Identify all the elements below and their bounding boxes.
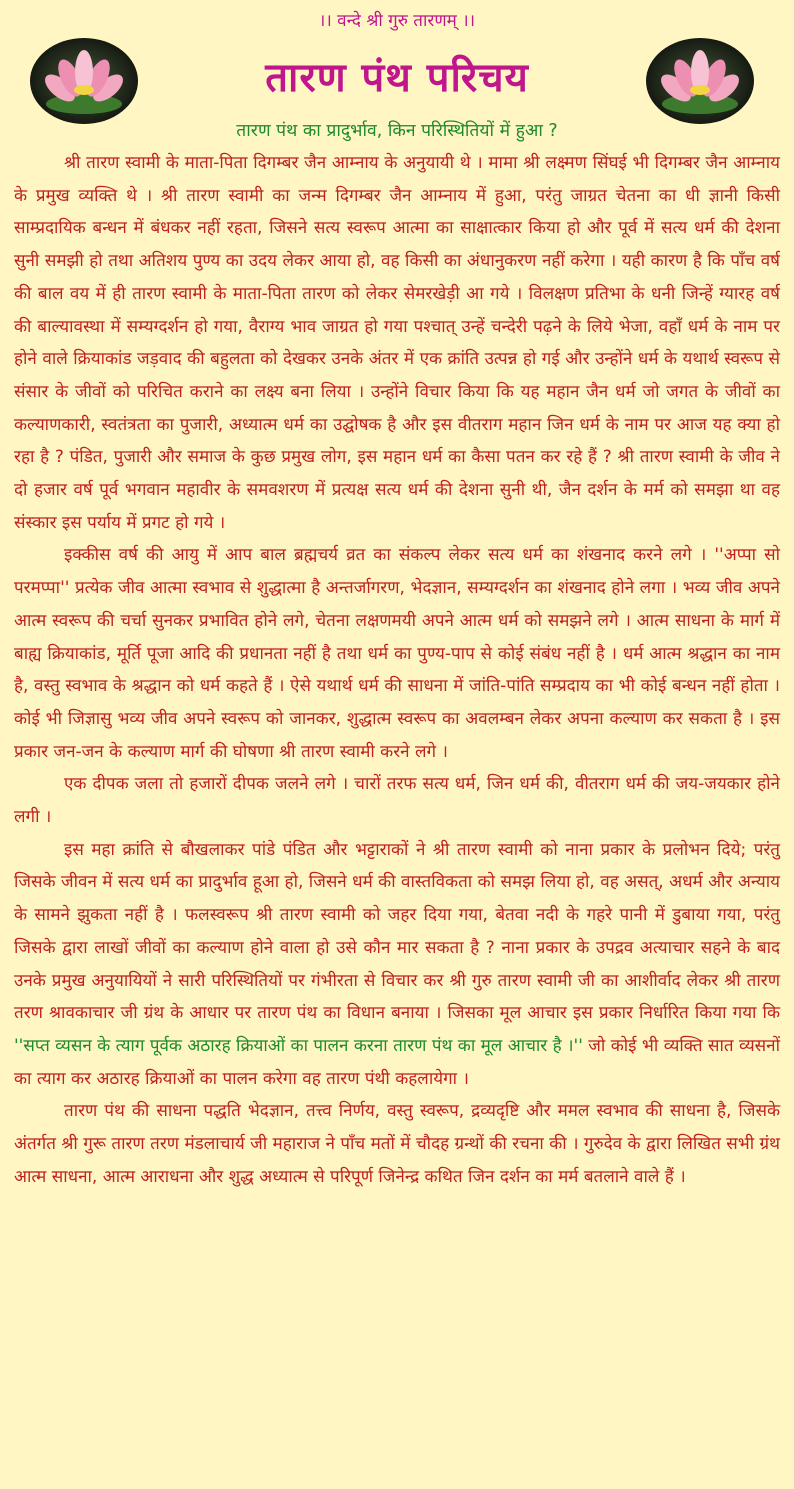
section-subtitle: तारण पंथ का प्रादुर्भाव, किन परिस्थितियों में हुआ ?: [236, 121, 558, 141]
quote-appa-so-parmappa: ''अप्पा सो परमप्पा'': [14, 545, 780, 599]
paragraph-2: [14, 539, 780, 768]
quote-mool-aachar: ''सप्त व्यसन के त्याग पूर्वक अठारह क्रियाओं का पालन करना तारण पंथ का मूल आचार है ।'': [14, 1035, 583, 1056]
paragraph-2-text-before: इक्कीस वर्ष की आयु में आप बाल ब्रह्मचर्य व्रत का संकल्प लेकर सत्य धर्म का शंखनाद करने लगे ।: [64, 545, 715, 566]
invocation-line: ।। वन्दे श्री गुरु तारणम् ।।: [318, 11, 476, 31]
paragraph-3: एक दीपक जला तो हजारों दीपक जलने लगे । चारों तरफ सत्य धर्म, जिन धर्म की, वीतराग धर्म की जय-जयकार होने लगी ।: [14, 774, 780, 828]
paragraph-4: [14, 834, 780, 1096]
paragraph-1: श्री तारण स्वामी के माता-पिता दिगम्बर जैन आम्नाय के अनुयायी थे । मामा श्री लक्ष्मण सिंघई भी दिगम्बर जैन आम्नाय के प्रमुख व्यक्ति थे । श्री तारण स्वामी का जन्म दिगम्बर जैन आम्नाय में हुआ, परंतु जाग्रत चेतना का धी ज्ञानी किसी साम्प्रदायिक बन्धन में बंधकर नहीं रहता, जिसने सत्य स्वरूप आत्मा का साक्षात्कार किया हो और पूर्व में सत्य धर्म की देशना सुनी समझी हो तथा अतिशय पुण्य का उदय लेकर आया हो, वह किसी का अंधानुकरण नहीं करेगा । यही कारण है कि पाँच वर्ष की बाल वय में ही तारण स्वामी के माता-पिता तारण को लेकर सेमरखेड़ी आ गये । विलक्षण प्रतिभा के धनी जिन्हें ग्यारह वर्ष की बाल्यावस्था में सम्यग्दर्शन हो गया, वैराग्य भाव जाग्रत हो गया पश्चात् उन्हें चन्देरी पढ़ने के लिये भेजा, वहाँ धर्म के नाम पर होने वाले क्रियाकांड जड़वाद की बहुलता को देखकर उनके अंतर में एक क्रांति उत्पन्न हो गई और उन्होंने धर्म के यथार्थ स्वरूप से संसार के जीवों को परिचित कराने का लक्ष्य बना लिया । उन्होंने विचार किया कि यह महान जैन धर्म जो जगत के जीवों का कल्याणकारी, स्वतंत्रता का पुजारी, अध्यात्म धर्म का उद्घोषक है और इस वीतराग महान जिन धर्म के नाम पर आज यह क्या हो रहा है ? पंडित, पुजारी और समाज के कुछ प्रमुख लोग, इस महान धर्म का कैसा पतन कर रहे हैं ? श्री तारण स्वामी के जीव ने दो हजार वर्ष पूर्व भगवान महावीर के समवशरण में प्रत्यक्ष सत्य धर्म की देशना सुनी थी, जैन दर्शन के मर्म को समझा था वह संस्कार इस पर्याय में प्रगट हो गये ।: [14, 153, 780, 533]
article-body: [14, 147, 780, 1194]
paragraph-5: तारण पंथ की साधना पद्धति भेदज्ञान, तत्त्व निर्णय, वस्तु स्वरूप, द्रव्यदृष्टि और ममल स्वभाव की साधना है, जिसके अंतर्गत श्री गुरू तारण तरण मंडलाचार्य जी महाराज ने पाँच मतों में चौदह ग्रन्थों की रचना की । गुरुदेव के द्वारा लिखित सभी ग्रंथ आत्म साधना, आत्म आराधना और शुद्ध अध्यात्म से परिपूर्ण जिनेन्द्र कथित जिन दर्शन का मर्म बतलाने वाले हैं ।: [14, 1101, 780, 1187]
paragraph-2-text-after: प्रत्येक जीव आत्मा स्वभाव से शुद्धात्मा है अन्तर्जागरण, भेदज्ञान, सम्यग्दर्शन का शंखनाद होने लगा । भव्य जीव अपने आत्म स्वरूप की चर्चा सुनकर प्रभावित होने लगे, चेतना लक्षणमयी अपने आत्म धर्म को समझने लगे । आत्म साधना के मार्ग में बाह्य क्रियाकांड, मूर्ति पूजा आदि की प्रधानता नहीं है तथा धर्म का पुण्य-पाप से कोई संबंध नहीं है । धर्म आत्म श्रद्धान का नाम है, वस्तु स्वभाव के श्रद्धान को धर्म कहते हैं । ऐसे यथार्थ धर्म की साधना में जांति-पांति सम्प्रदाय का भी कोई बन्धन नहीं होता । कोई भी जिज्ञासु भव्य जीव अपने स्वरूप को जानकर, शुद्धात्म स्वरूप का अवलम्बन लेकर अपना कल्याण कर सकता है । इस प्रकार जन-जन के कल्याण मार्ग की घोषणा श्री तारण स्वामी करने लगे ।: [14, 578, 780, 762]
paragraph-4-text-before: इस महा क्रांति से बौखलाकर पांडे पंडित और भट्टाराकों ने श्री तारण स्वामी को नाना प्रकार के प्रलोभन दिये; परंतु जिसके जीवन में सत्य धर्म का प्रादुर्भाव हूआ हो, जिसने धर्म की वास्तविकता को समझ लिया हो, वह असत्, अधर्म और अन्याय के सामने झुकता नहीं है । फलस्वरूप श्री तारण स्वामी को जहर दिया गया, बेतवा नदी के गहरे पानी में डुबाया गया, परंतु जिसके द्वारा लाखों जीवों का कल्याण होने वाला हो उसे कौन मार सकता है ? नाना प्रकार के उपद्रव अत्याचार सहने के बाद उनके प्रमुख अनुयायियों ने सारी परिस्थितियों पर गंभीरता से विचार कर श्री गुरु तारण स्वामी जी का आशीर्वाद लेकर श्री तारण तरण श्रावकाचार जी ग्रंथ के आधार पर तारण पंथ का विधान बनाया । जिसका मूल आचार इस प्रकार निर्धारित किया गया कि: [14, 839, 780, 1024]
page-title: तारण पंथ परिचय: [265, 55, 529, 101]
paragraph-4-text-after: जो कोई भी व्यक्ति सात व्यसनों का त्याग कर अठारह क्रियाओं का पालन करेगा वह तारण पंथी कहलायेगा ।: [14, 1035, 780, 1089]
